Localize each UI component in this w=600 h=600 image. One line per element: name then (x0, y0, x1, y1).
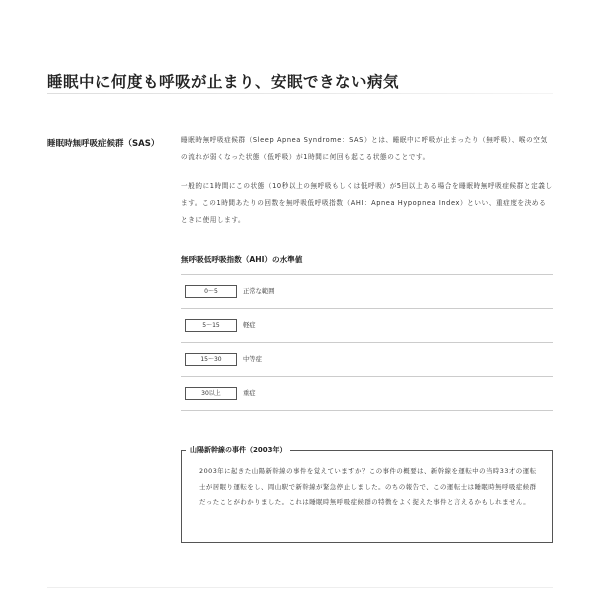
ahi-severity: 中等症 (243, 356, 262, 363)
case-text: 2003年に起きた山陽新幹線の事件を覚えていますか？この事件の概要は、新幹線を運転中の当時33才の運転士が居眠り運転をし、岡山駅で新幹線が緊急停止しました。のちの報告で、この運転士は睡眠時無呼吸症候群だったことがわかりました。これは睡眠時無呼吸症候群の特徴をよく捉えた事件と言えるかもしれません。 (199, 467, 537, 506)
ahi-range: 30以上 (185, 387, 237, 400)
ahi-range: 0〜5 (185, 285, 237, 298)
case-box (181, 446, 553, 543)
ahi-table (181, 274, 553, 411)
ahi-row (181, 309, 553, 343)
header-divider (47, 93, 553, 94)
ahi-range: 5〜15 (185, 319, 237, 332)
criteria-paragraph: 一般的に1時間にこの状態（10秒以上の無呼吸もしくは低呼吸）が5回以上ある場合を睡眠時無呼吸症候群と定義します。この1時間あたりの回数を無呼吸低呼吸指数（AHI：Apnea Hypopnea Index）といい、重症度を決めるときに使用します。 (181, 182, 553, 224)
ahi-row (181, 377, 553, 411)
definition-paragraph: 睡眠時無呼吸症候群（Sleep Apnea Syndrome：SAS）とは、睡眠中に呼吸が止まったり（無呼吸）、喉の空気の流れが弱くなった状態（低呼吸）が1時間に何回も起こる状態のことです。 (181, 136, 548, 161)
page-title: 睡眠中に何度も呼吸が止まり、安眠できない病気 (47, 73, 400, 92)
ahi-severity: 軽症 (243, 322, 256, 329)
ahi-row (181, 274, 553, 309)
case-title: 山陽新幹線の事件（2003年） (186, 445, 290, 456)
ahi-severity: 重症 (243, 390, 256, 397)
ahi-range: 15〜30 (185, 353, 237, 366)
ahi-row (181, 343, 553, 377)
section-label: 睡眠時無呼吸症候群（SAS） (47, 139, 160, 149)
ahi-severity: 正常な範囲 (243, 288, 275, 295)
ahi-heading: 無呼吸低呼吸指数（AHI）の水準値 (181, 255, 303, 264)
footer-divider (47, 587, 553, 588)
